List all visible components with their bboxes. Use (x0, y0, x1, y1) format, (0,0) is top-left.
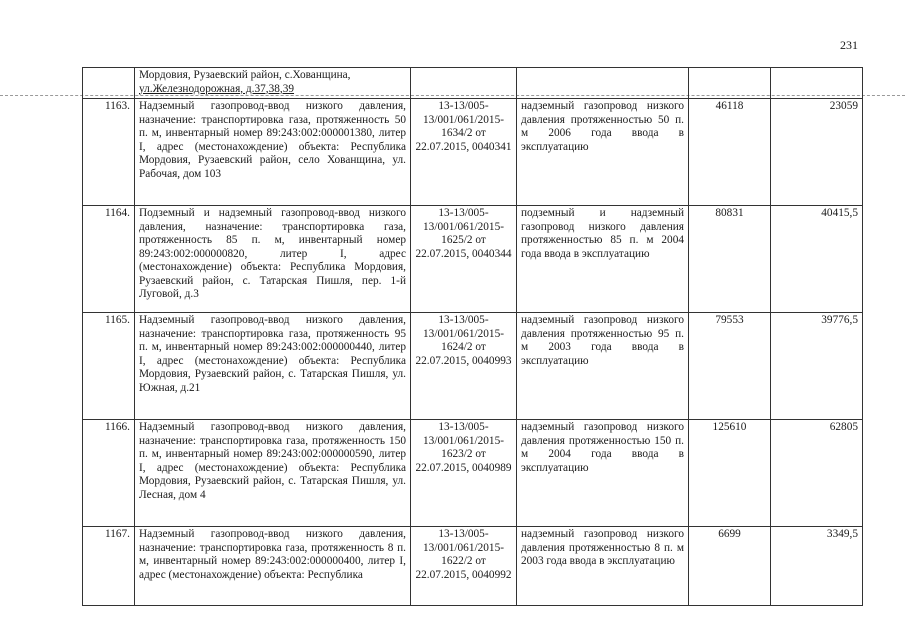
object-description-cell: Надземный газопровод-ввод низкого давления, назначение: транспортировка газа, протяженность 95 п. м, инвентарный номер 89:243:002:000000440, литер I, адрес (местонахождение) объекта: Республика Мордовия, Рузаевский район, с. Татарская Пишля, ул. Южная, д.21 (135, 313, 411, 420)
registration-cell: 13-13/005-13/001/061/2015-1625/2 от 22.07.2015, 0040344 (411, 206, 517, 313)
registration-cell: 13-13/005-13/001/061/2015-1634/2 от 22.07.2015, 0040341 (411, 99, 517, 206)
table-row (83, 99, 863, 206)
value2-cell: 3349,5 (771, 527, 863, 606)
value2-cell: 23059 (771, 99, 863, 206)
object-description-cell: Надземный газопровод-ввод низкого давления, назначение: транспортировка газа, протяженность 8 п. м, инвентарный номер 89:243:002:000000400, литер I, адрес (местонахождение) объекта: Республика (135, 527, 411, 606)
note-cell (517, 68, 689, 99)
object-description-cell: Подземный и надземный газопровод-ввод низкого давления, назначение: транспортировка газа, протяженность 85 п. м, инвентарный номер 89:243:002:000000820, литер I, адрес (местонахождение) объекта: Республика Мордовия, Рузаевский район, с. Татарская Пишля, пер. 1-й Луговой, д.3 (135, 206, 411, 313)
table-row (83, 420, 863, 527)
row-number-cell (83, 68, 135, 99)
note-cell: надземный газопровод низкого давления протяженностью 150 п. м 2004 года ввода в эксплуатацию (517, 420, 689, 527)
row-number-cell: 1164. (83, 206, 135, 313)
note-cell: надземный газопровод низкого давления протяженностью 50 п. м 2006 года ввода в эксплуатацию (517, 99, 689, 206)
value2-cell (771, 68, 863, 99)
table-row-continuation (83, 68, 863, 99)
table-row (83, 313, 863, 420)
row-number-cell: 1165. (83, 313, 135, 420)
registration-cell: 13-13/005-13/001/061/2015-1623/2 от 22.07.2015, 0040989 (411, 420, 517, 527)
value1-cell: 80831 (689, 206, 771, 313)
value1-cell: 79553 (689, 313, 771, 420)
value1-cell: 46118 (689, 99, 771, 206)
table-row (83, 527, 863, 606)
note-cell: подземный и надземный газопровод низкого давления протяженностью 85 п. м 2004 года ввода в эксплуатацию (517, 206, 689, 313)
note-cell: надземный газопровод низкого давления протяженностью 95 п. м 2003 года ввода в эксплуатацию (517, 313, 689, 420)
continuation-line-1: Мордовия, Рузаевский район, с.Хованщина, (139, 69, 351, 81)
row-number-cell: 1166. (83, 420, 135, 527)
row-number-cell: 1163. (83, 99, 135, 206)
value1-cell: 125610 (689, 420, 771, 527)
registration-cell: 13-13/005-13/001/061/2015-1624/2 от 22.07.2015, 0040993 (411, 313, 517, 420)
object-description-cell: Надземный газопровод-ввод низкого давления, назначение: транспортировка газа, протяженность 50 п. м, инвентарный номер 89:243:002:000001380, литер I, адрес (местонахождение) объекта: Республика Мордовия, Рузаевский район, село Хованщина, ул. Рабочая, дом 103 (135, 99, 411, 206)
object-description-cell (135, 68, 411, 99)
value2-cell: 40415,5 (771, 206, 863, 313)
value1-cell: 6699 (689, 527, 771, 606)
registration-cell (411, 68, 517, 99)
value2-cell: 62805 (771, 420, 863, 527)
row-number-cell: 1167. (83, 527, 135, 606)
property-registry-table (82, 67, 863, 606)
value1-cell (689, 68, 771, 99)
value2-cell: 39776,5 (771, 313, 863, 420)
note-cell: надземный газопровод низкого давления протяженностью 8 п. м 2003 года ввода в эксплуатацию (517, 527, 689, 606)
continuation-line-2: ул.Железнодорожная, д.37,38,39 (139, 82, 295, 95)
registration-cell: 13-13/005-13/001/061/2015-1622/2 от 22.07.2015, 0040992 (411, 527, 517, 606)
object-description-cell: Надземный газопровод-ввод низкого давления, назначение: транспортировка газа, протяженность 150 п. м, инвентарный номер 89:243:002:000000590, литер I, адрес (местонахождение) объекта: Республика Мордовия, Рузаевский район, с. Татарская Пишля, ул. Лесная, дом 4 (135, 420, 411, 527)
page-number: 231 (840, 38, 858, 52)
table-row (83, 206, 863, 313)
